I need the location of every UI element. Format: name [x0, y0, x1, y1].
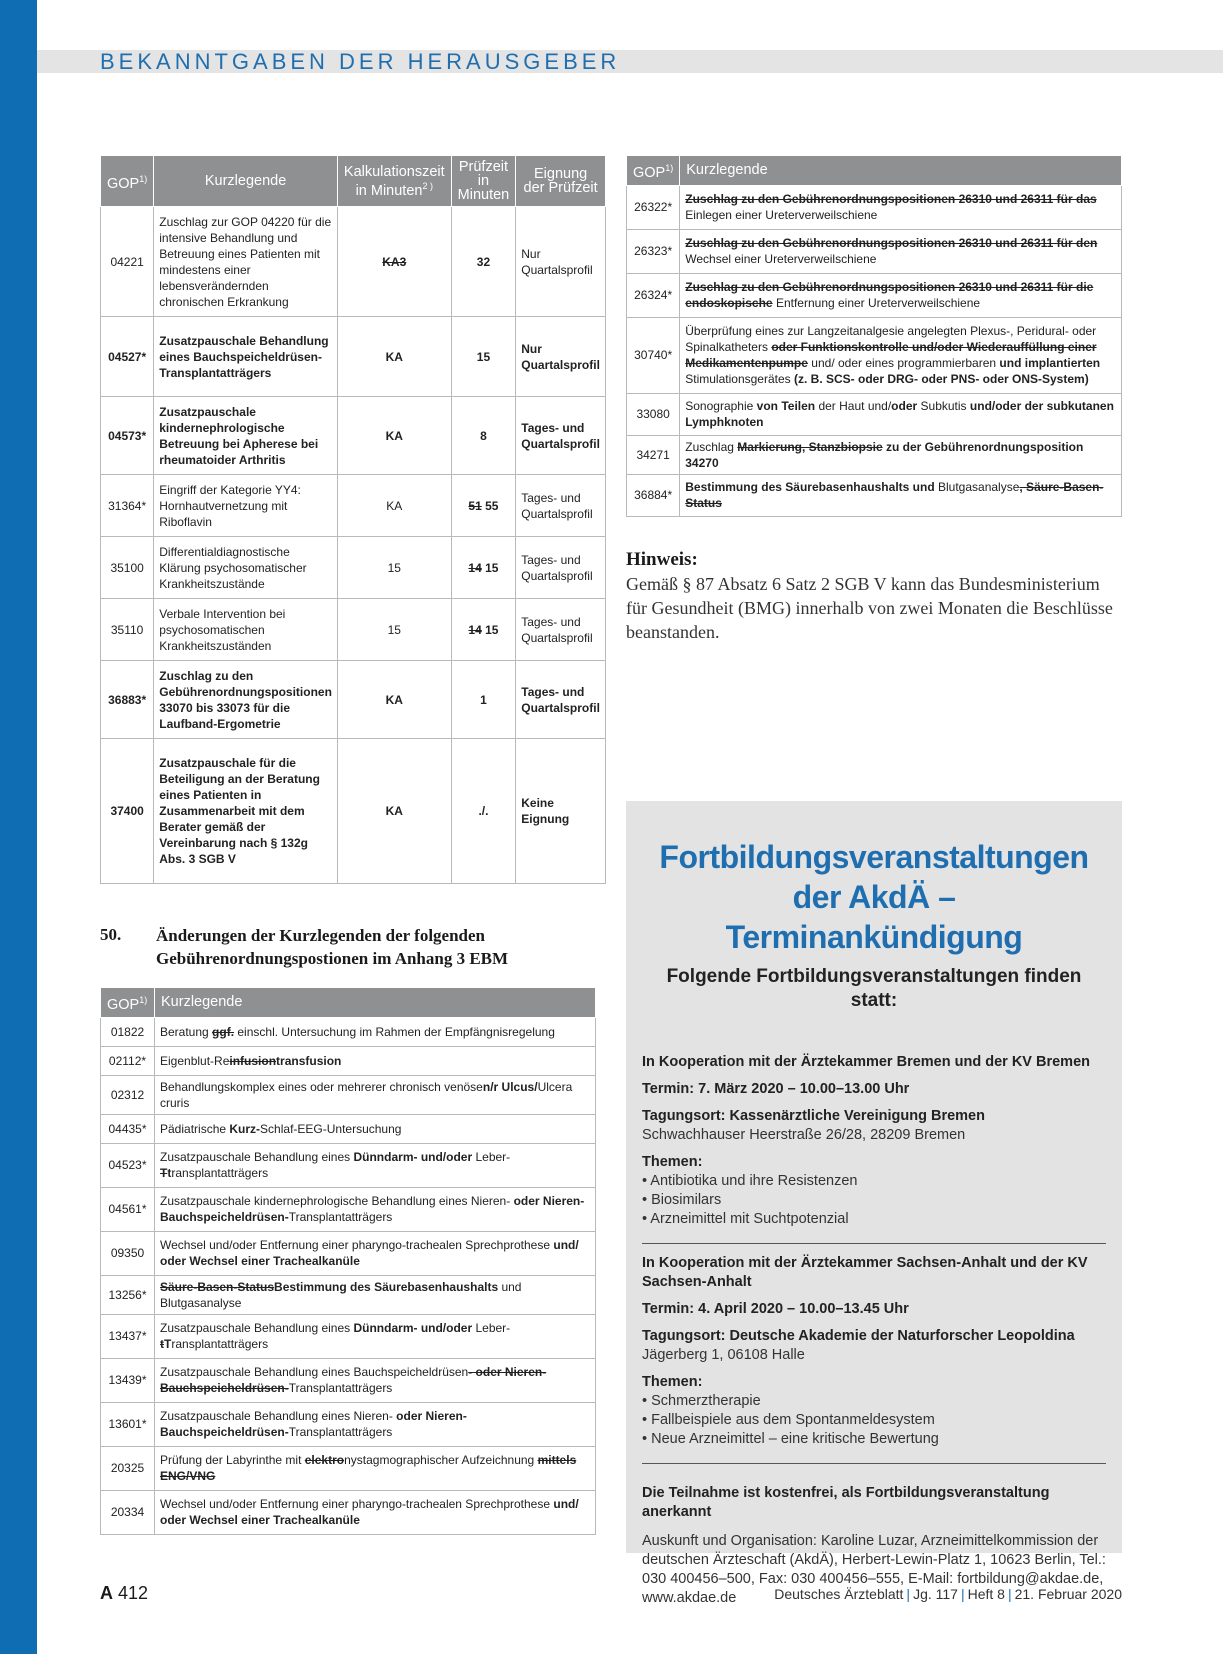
table-row: [101, 1446, 596, 1490]
kurzlegende-cell: Zusatzpauschale Behandlung eines Dünndarm- und/oder Leber-tTransplantatträgers: [155, 1314, 596, 1358]
divider: [642, 1463, 1106, 1464]
box-title: Fortbildungsveranstaltungen der AkdÄ – Terminankündigung: [659, 839, 1089, 955]
table-row: [101, 661, 606, 739]
gop-cell: 20334: [101, 1490, 155, 1534]
table-row: [101, 475, 606, 537]
themen-item: • Biosimilars: [642, 1192, 722, 1208]
pruefzeit-cell: 8: [451, 397, 516, 475]
kurzlegende-cell: Differentialdiagnostische Klärung psychosomatischer Krankheitszustände: [154, 537, 338, 599]
col-gop: GOP$^{1)}$: [627, 156, 680, 186]
table-header-row: [627, 156, 1122, 186]
eignung-cell: Tages- und Quartalsprofil: [516, 599, 606, 661]
kurzlegende-cell: Zusatzpauschale kindernephrologische Behandlung eines Nieren- oder Nieren-Bauchspeicheldrüsen-Transplantatträgers: [155, 1187, 596, 1231]
pruefzeit-cell: 32: [451, 207, 516, 317]
gop-cell: 01822: [101, 1017, 155, 1046]
section-title: Änderungen der Kurzlegenden der folgenden Gebührenordnungspostionen im Anhang 3 EBM: [156, 926, 509, 968]
kalkulationszeit-cell: KA: [337, 317, 451, 397]
gop-cell: 04523*: [101, 1143, 155, 1187]
table-row: [101, 1490, 596, 1534]
kurzlegende-cell: Zuschlag zu den Gebührenordnungspositionen 26310 und 26311 für das Einlegen einer Ureterverweilschiene: [680, 185, 1122, 229]
eignung-cell: Tages- und Quartalsprofil: [516, 537, 606, 599]
table-row: [627, 435, 1122, 474]
col-gop: GOP$^{1)}$: [101, 156, 154, 207]
gop-cell: 13439*: [101, 1358, 155, 1402]
kurzlegende-cell: Wechsel und/oder Entfernung einer pharyngo-trachealen Sprechprothese und/ oder Wechsel einer Trachealkanüle: [155, 1231, 596, 1275]
gop-cell: 36884*: [627, 474, 680, 516]
table-row: [101, 397, 606, 475]
col-kurzlegende: Kurzlegende: [680, 156, 1122, 186]
gop-cell: 02112*: [101, 1046, 155, 1075]
kurzlegende-cell: Eingriff der Kategorie YY4: Hornhautvernetzung mit Riboflavin: [154, 475, 338, 537]
table-row: [627, 273, 1122, 317]
divider: [642, 1243, 1106, 1244]
event-1: [642, 1053, 1106, 1229]
eignung-cell: Tages- und Quartalsprofil: [516, 475, 606, 537]
gop-cell: 37400: [101, 739, 154, 884]
kalkulationszeit-cell: KA: [337, 475, 451, 537]
event-themen-label: Themen:: [642, 1374, 703, 1390]
kurzlegende-cell: Zuschlag zu den Gebührenordnungspositionen 26310 und 26311 für den Wechsel einer Ureterverweilschiene: [680, 229, 1122, 273]
gop-cell: 35110: [101, 599, 154, 661]
kurzlegende-cell: Behandlungskomplex eines oder mehrerer chronisch venösen/r Ulcus/Ulcera cruris: [155, 1075, 596, 1114]
gop-cell: 04221: [101, 207, 154, 317]
kurzlegende-cell: Zusatzpauschale Behandlung eines Bauchspeicheldrüsen- oder Nieren-Bauchspeicheldrüsen-Transplantatträgers: [155, 1358, 596, 1402]
event-kooperation: In Kooperation mit der Ärztekammer Sachsen-Anhalt und der KV Sachsen-Anhalt: [642, 1255, 1088, 1290]
table-row: [101, 317, 606, 397]
event-termin: Termin: 7. März 2020 – 10.00–13.00 Uhr: [642, 1081, 910, 1097]
table-row: [101, 1017, 596, 1046]
kurzlegenden-table-right: [626, 155, 1122, 517]
kurzlegende-cell: Zusatzpauschale Behandlung eines Nieren- oder Nieren-Bauchspeicheldrüsen-Transplantatträgers: [155, 1402, 596, 1446]
table-header-row: [101, 156, 606, 207]
kalkulationszeit-cell: KA3: [337, 207, 451, 317]
gop-cell: 13256*: [101, 1275, 155, 1314]
pruefzeit-cell: 1: [451, 661, 516, 739]
table-row: [627, 317, 1122, 393]
table-row: [101, 537, 606, 599]
gop-cell: 13601*: [101, 1402, 155, 1446]
table-row: [101, 1187, 596, 1231]
kalkulationszeit-cell: KA: [337, 661, 451, 739]
themen-item: • Schmerztherapie: [642, 1393, 761, 1409]
gop-cell: 02312: [101, 1075, 155, 1114]
col-kalkulationszeit: Kalkulationszeit in Minuten$^{2 )}$: [337, 156, 451, 207]
pruefzeit-cell: 14 15: [451, 599, 516, 661]
table-row: [101, 1231, 596, 1275]
eignung-cell: Nur Quartalsprofil: [516, 317, 606, 397]
hinweis-title: Hinweis:: [626, 549, 698, 570]
gop-cell: 34271: [627, 435, 680, 474]
gop-cell: 33080: [627, 393, 680, 435]
kurzlegende-cell: Beratung ggf. einschl. Untersuchung im Rahmen der Empfängnisregelung: [155, 1017, 596, 1046]
kurzlegende-cell: Pädiatrische Kurz-Schlaf-EEG-Untersuchung: [155, 1114, 596, 1143]
gop-cell: 35100: [101, 537, 154, 599]
kurzlegende-cell: Zuschlag zur GOP 04220 für die intensive Behandlung und Betreuung eines Patienten mit mindestens einer lebensverändernden chronischen Erkrankung: [154, 207, 338, 317]
col-eignung: Eignung der Prüfzeit: [516, 156, 606, 207]
kurzlegende-cell: Sonographie von Teilen der Haut und/oder Subkutis und/oder der subkutanen Lymphknoten: [680, 393, 1122, 435]
pruefzeit-table: [100, 155, 606, 884]
table-header-row: [101, 988, 596, 1018]
table-row: [101, 207, 606, 317]
table-row: [101, 1275, 596, 1314]
gop-cell: 26322*: [627, 185, 680, 229]
table-row: [101, 599, 606, 661]
kurzlegende-cell: Zusatzpauschale für die Beteiligung an der Beratung eines Patienten in Zusammenarbeit mit dem Berater gemäß der Vereinbarung nach § 132g Abs. 3 SGB V: [154, 739, 338, 884]
gop-cell: 04527*: [101, 317, 154, 397]
kurzlegende-cell: Zusatzpauschale Behandlung eines Dünndarm- und/oder Leber-Ttransplantatträgers: [155, 1143, 596, 1187]
gop-cell: 09350: [101, 1231, 155, 1275]
journal-info: Deutsches Ärzteblatt | Jg. 117 | Heft 8 | 21. Februar 2020: [774, 1586, 1122, 1602]
gop-cell: 13437*: [101, 1314, 155, 1358]
gop-cell: 04573*: [101, 397, 154, 475]
gop-cell: 04561*: [101, 1187, 155, 1231]
kurzlegende-cell: Zusatzpauschale Behandlung eines Bauchspeicheldrüsen-Transplantatträgers: [154, 317, 338, 397]
pruefzeit-cell: 14 15: [451, 537, 516, 599]
pruefzeit-cell: 51 55: [451, 475, 516, 537]
col-kurzlegende: Kurzlegende: [155, 988, 596, 1018]
hinweis-block: [626, 548, 1123, 644]
kurzlegende-cell: Bestimmung des Säurebasenhaushalts und Blutgasanalyse, Säure-Basen-Status: [680, 474, 1122, 516]
section-number: 50.: [100, 925, 122, 944]
event-adresse: Jägerberg 1, 06108 Halle: [642, 1347, 805, 1363]
auskunft-text: Auskunft und Organisation: Karoline Luzar, Arzneimittelkommission der deutschen Ärzteschaft (AkdÄ), Herbert-Lewin-Platz 1, 10623 Berlin, Tel.: 030 400456–500, Fax: 030 400456–555, E-Mail: fortbildung@akdae.de, www.akdae.de: [642, 1533, 1106, 1606]
kurzlegende-cell: Wechsel und/oder Entfernung einer pharyngo-trachealen Sprechprothese und/ oder Wechsel einer Trachealkanüle: [155, 1490, 596, 1534]
event-themen-label: Themen:: [642, 1154, 703, 1170]
event-termin: Termin: 4. April 2020 – 10.00–13.45 Uhr: [642, 1301, 909, 1317]
table-row: [101, 1046, 596, 1075]
pruefzeit-cell: ./.: [451, 739, 516, 884]
pruefzeit-cell: 15: [451, 317, 516, 397]
table-row: [627, 393, 1122, 435]
kurzlegende-cell: Prüfung der Labyrinthe mit elektronystagmographischer Aufzeichnung mittels ENG/VNG: [155, 1446, 596, 1490]
kalkulationszeit-cell: KA: [337, 739, 451, 884]
event-kooperation: In Kooperation mit der Ärztekammer Bremen und der KV Bremen: [642, 1054, 1090, 1070]
event-tagungsort: Tagungsort: Kassenärztliche Vereinigung Bremen: [642, 1108, 985, 1124]
col-kurzlegende: Kurzlegende: [154, 156, 338, 207]
kalkulationszeit-cell: 15: [337, 537, 451, 599]
eignung-cell: Nur Quartalsprofil: [516, 207, 606, 317]
table-row: [101, 739, 606, 884]
gop-cell: 26323*: [627, 229, 680, 273]
kalkulationszeit-cell: KA: [337, 397, 451, 475]
col-pruefzeit: Prüfzeit in Minuten: [451, 156, 516, 207]
table-row: [627, 185, 1122, 229]
themen-item: • Fallbeispiele aus dem Spontanmeldesystem: [642, 1412, 935, 1428]
kurzlegende-cell: Zuschlag Markierung, Stanzbiopsie zu der Gebührenordnungsposition 34270: [680, 435, 1122, 474]
table-row: [101, 1314, 596, 1358]
kurzlegende-cell: Zusatzpauschale kindernephrologische Betreuung bei Apherese bei rheumatoider Arthritis: [154, 397, 338, 475]
gop-cell: 26324*: [627, 273, 680, 317]
page-number: A 412: [100, 1583, 149, 1603]
eignung-cell: Tages- und Quartalsprofil: [516, 661, 606, 739]
hinweis-text: Gemäß § 87 Absatz 6 Satz 2 SGB V kann das Bundesministerium für Gesundheit (BMG) innerhalb von zwei Monaten die Beschlüsse beanstanden.: [626, 574, 1113, 642]
kurzlegende-cell: Säure-Basen-StatusBestimmung des Säurebasenhaushalts und Blutgasanalyse: [155, 1275, 596, 1314]
gop-cell: 31364*: [101, 475, 154, 537]
kurzlegende-cell: Zuschlag zu den Gebührenordnungspositionen 33070 bis 33073 für die Laufband-Ergometrie: [154, 661, 338, 739]
left-color-bar: [0, 0, 37, 1654]
gop-cell: 30740*: [627, 317, 680, 393]
eignung-cell: Tages- und Quartalsprofil: [516, 397, 606, 475]
table-row: [627, 229, 1122, 273]
kurzlegende-cell: Zuschlag zu den Gebührenordnungspositionen 26310 und 26311 für die endoskopische Entfernung einer Ureterverweilschiene: [680, 273, 1122, 317]
table-row: [101, 1402, 596, 1446]
kurzlegende-cell: Überprüfung eines zur Langzeitanalgesie angelegten Plexus-, Peridural- oder Spinalkatheters oder Funktionskontrolle und/oder Wiederauffüllung einer Medikamentenpumpe und/ oder eines programmierbaren und implantierten Stimulationsgerätes (z. B. SCS- oder DRG- oder PNS- oder ONS-System): [680, 317, 1122, 393]
kalkulationszeit-cell: 15: [337, 599, 451, 661]
kurzlegende-cell: Verbale Intervention bei psychosomatischen Krankheitszuständen: [154, 599, 338, 661]
section-header: BEKANNTGABEN DER HERAUSGEBER: [100, 49, 621, 74]
gop-cell: 36883*: [101, 661, 154, 739]
themen-item: • Arzneimittel mit Suchtpotenzial: [642, 1211, 849, 1227]
kurzlegenden-aenderungen-table: [100, 987, 596, 1535]
table-row: [627, 474, 1122, 516]
table-row: [101, 1143, 596, 1187]
table-row: [101, 1358, 596, 1402]
eignung-cell: Keine Eignung: [516, 739, 606, 884]
box-subtitle: Folgende Fortbildungsveranstaltungen finden statt:: [666, 966, 1082, 1011]
col-gop: GOP$^{1)}$: [101, 988, 155, 1018]
kurzlegende-cell: Eigenblut-Reinfusiontransfusion: [155, 1046, 596, 1075]
gop-cell: 04435*: [101, 1114, 155, 1143]
event-2: [642, 1254, 1106, 1449]
table-row: [101, 1114, 596, 1143]
event-adresse: Schwachhauser Heerstraße 26/28, 28209 Bremen: [642, 1127, 966, 1143]
teilnahme-text: Die Teilnahme ist kostenfrei, als Fortbildungsveranstaltung anerkannt: [642, 1485, 1050, 1520]
event-tagungsort: Tagungsort: Deutsche Akademie der Naturforscher Leopoldina: [642, 1328, 1075, 1344]
themen-item: • Neue Arzneimittel – eine kritische Bewertung: [642, 1431, 939, 1447]
gop-cell: 20325: [101, 1446, 155, 1490]
themen-item: • Antibiotika und ihre Resistenzen: [642, 1173, 858, 1189]
table-row: [101, 1075, 596, 1114]
